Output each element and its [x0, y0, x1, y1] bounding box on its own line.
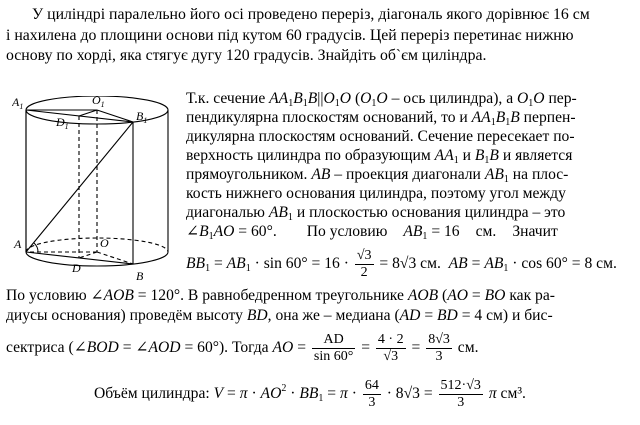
fraction-64-over-3: $\frac{64}{3}$ [364, 378, 379, 410]
fraction-8-over-sqrt3: $\frac{4 \cdot 2}{√3}$ [377, 332, 404, 364]
cylinder-figure [12, 96, 182, 286]
problem-line-3: основу по хорді, яка стягує дугу 120 градусів. Знайдіть об`єм циліндра. [6, 47, 487, 64]
solution-line-8: $\angle B_1AO = 60^\circ$. По условию $AB_1 = 16$ см. Значит [186, 223, 558, 242]
bottom-line-1: По условию ∠AOB = 120°. В равнобедренном треугольнике AOB (AO = BO как ра- [6, 287, 555, 304]
problem-statement [6, 5, 634, 67]
fraction-8sqrt3-over-3: $\frac{8√3}{3}$ [428, 332, 450, 364]
label-a1: $A_1$ [12, 96, 24, 111]
solution-line-5: прямоугольником. AB – проекция диагонали $AB_1$ на плос- [186, 166, 569, 185]
fraction-ad-over-sin: $\frac{AD}{\sin 60^\circ}$ [313, 332, 354, 364]
height-o-d [79, 252, 97, 258]
fraction-512sqrt3-over-3: $\frac{512\cdot√3}{3}$ [440, 378, 481, 410]
solution-line-2: пендикулярна плоскостям оснований, то и $AA_1B_1B$ перпен- [186, 109, 576, 128]
label-d1: $D_1$ [56, 115, 69, 131]
solution-line-6: кость нижнего основания цилиндра, поэтому угол между [186, 185, 566, 202]
label-d: D [72, 261, 81, 275]
solution-line-7: диагональю $AB_1$ и плоскостью основания цилиндра – это [186, 204, 566, 223]
label-b1: $B_1$ [136, 109, 148, 125]
height-o1-d1 [79, 110, 97, 116]
problem-line-2: і нахилена до площини основи під кутом 60 градусів. Цей переріз перетинає нижню [6, 26, 574, 44]
solution-line-4: верхность цилиндра по образующим $AA_1$ и $B_1B$ и является [186, 147, 573, 166]
label-o: O [100, 236, 109, 250]
solution-line-9: $BB_1 = AB_1 \cdot \sin 60^\circ = 16$ · $\frac{√3}{2}$ = 8√3 см. AB = $AB_1 \cdot \cos 60^\circ = 8$ см. [186, 248, 617, 280]
label-o1: $O_1$ [92, 96, 105, 109]
label-a: A [14, 237, 22, 251]
label-b: B [136, 269, 144, 283]
fraction-sqrt3-over-2: $\frac{√3}{2}$ [356, 248, 372, 280]
volume-line: Объём цилиндра: $V = \pi \cdot AO^2 \cdot BB_1 = \pi$ · $\frac{64}{3}$ · 8√3 = $\frac{512\cdot√3}{3}$ π см³. [94, 378, 526, 410]
bottom-line-2: диусы основания) проведём высоту BD, она же – медиана (AD = BD = 4 см) и бис- [6, 307, 553, 324]
bottom-line-3: сектриса (∠BOD = ∠AOD = 60°). Тогда AO = $\frac{AD}{\sin 60^\circ}$ = $\frac{4 \cdot 2}{√3}$ = $\frac{8√3}{3}$ см. [6, 332, 479, 364]
problem-line-1: У циліндрі паралельно його осі проведено переріз, діагональ якого дорівнює 16 см [32, 6, 590, 23]
solution-line-3: дикулярна плоскостям оснований. Сечение пересекает по- [186, 128, 575, 145]
solution-line-1: Т.к. сечение $AA_1B_1B||O_1O$ ($O_1O$ – ось цилиндра), а $O_1O$ пер- [186, 90, 577, 109]
